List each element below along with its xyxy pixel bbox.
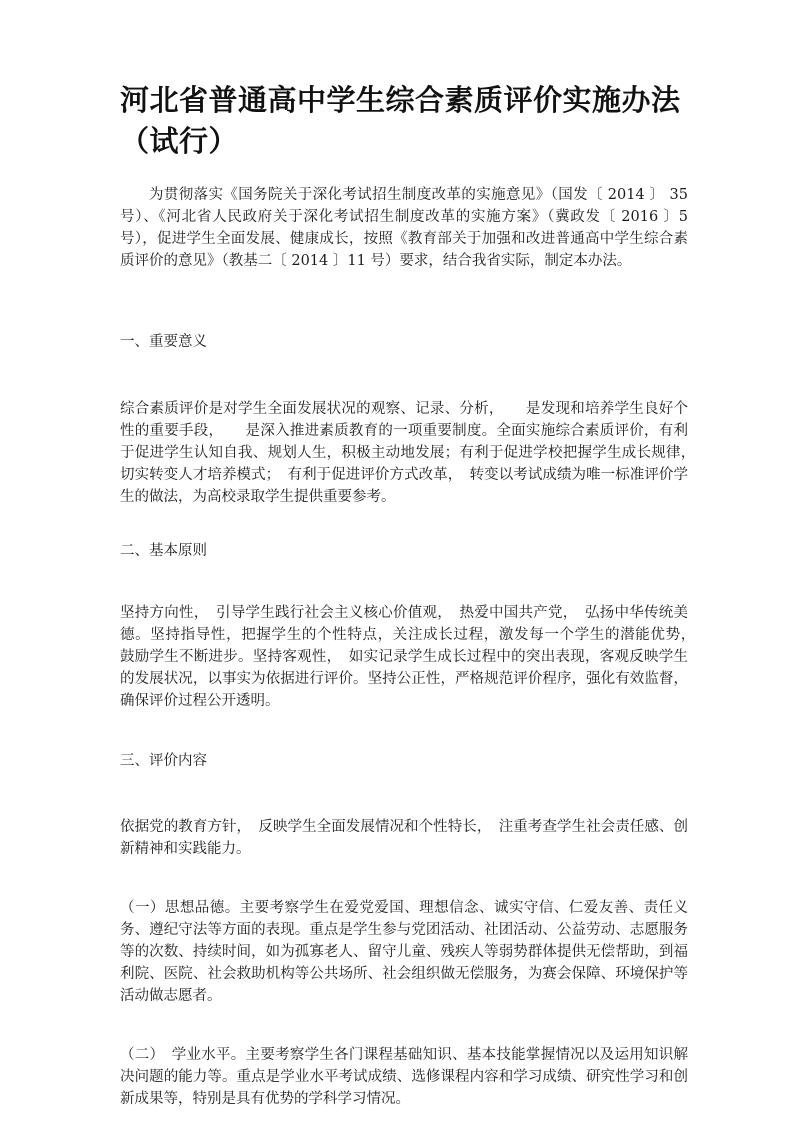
section-body-content: 依据党的教育方针， 反映学生全面发展情况和个性特长， 注重考查学生社会责任感、创新精神和实践能力。: [120, 819, 688, 857]
section-heading-principles: 二、基本原则: [120, 543, 207, 559]
document-title: 河北省普通高中学生综合素质评价实施办法（试行）: [120, 83, 681, 158]
content-item-academic: （二） 学业水平。主要考察学生各门课程基础知识、基本技能掌握情况以及运用知识解决问题的能力等。重点是学业水平考试成绩、选修课程内容和学习成绩、研究性学习和创新成果等，特别是具有优势的学科学习情况。: [120, 1047, 688, 1107]
section-body-significance: 综合素质评价是对学生全面发展状况的观察、记录、分析， 是发现和培养学生良好个性的重要手段， 是深入推进素质教育的一项重要制度。全面实施综合素质评价，有利于促进学生认知自我、规划人生，积极主动地发展；有利于促进学校把握学生成长规律， 切实转变人才培养模式； 有利于促进评价方式改革， 转变以考试成绩为唯一标准评价学生的做法，为高校录取学生提供重要参考。: [120, 401, 703, 505]
section-heading-significance: 一、重要意义: [120, 334, 207, 350]
content-item-moral: （一）思想品德。主要考察学生在爱党爱国、理想信念、诚实守信、仁爱友善、责任义务、遵纪守法等方面的表现。重点是学生参与党团活动、社团活动、公益劳动、志愿服务等的次数、持续时间，如为孤寡老人、留守儿童、残疾人等弱势群体提供无偿帮助，到福利院、医院、社会救助机构等公共场所、社会组织做无偿服务，为赛会保障、环境保护等活动做志愿者。: [120, 900, 688, 1004]
intro-paragraph: 为贯彻落实《国务院关于深化考试招生制度改革的实施意见》（国发〔 2014 〕 35 号）、《河北省人民政府关于深化考试招生制度改革的实施方案》（冀政发〔 2016 〕5 号），促进学生全面发展、健康成长，按照《教育部关于加强和改进普通高中学生综合素质评价的意见》（教基二〔 2014 〕11 号）要求，结合我省实际，制定本办法。: [120, 187, 688, 269]
section-body-principles: 坚持方向性， 引导学生践行社会主义核心价值观， 热爱中国共产党， 弘扬中华传统美德。坚持指导性，把握学生的个性特点，关注成长过程，激发每一个学生的潜能优势， 鼓励学生不断进步。坚持客观性， 如实记录学生成长过程中的突出表现，客观反映学生的发展状况，以事实为依据进行评价。坚持公正性，严格规范评价程序，强化有效监督，确保评价过程公开透明。: [120, 605, 703, 709]
section-heading-content: 三、评价内容: [120, 753, 207, 769]
